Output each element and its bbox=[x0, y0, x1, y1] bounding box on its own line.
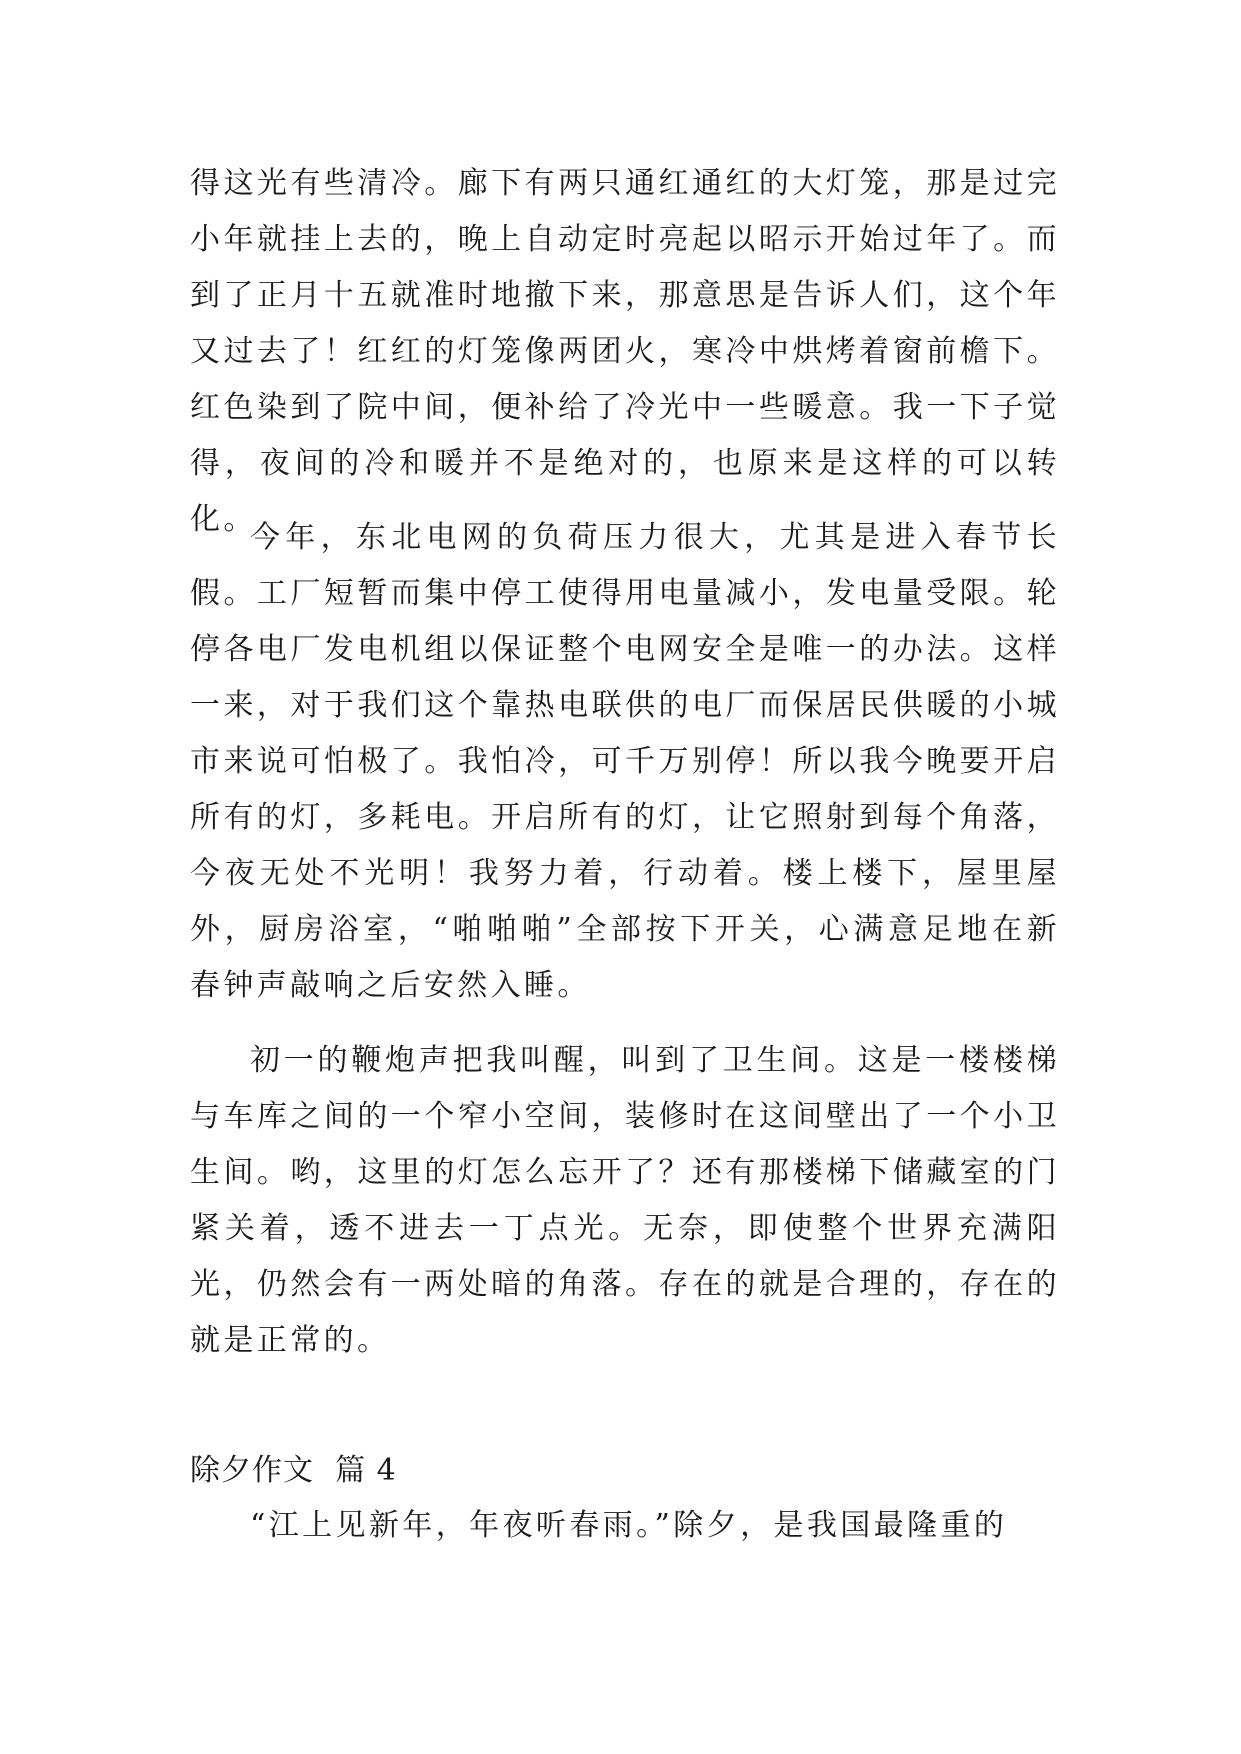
section-heading: 除夕作文 篇 4 bbox=[190, 1453, 397, 1488]
paragraph-3: 初一的鞭炮声把我叫醒，叫到了卫生间。这是一楼楼梯与车库之间的一个窄小空间，装修时在这间壁出了一个小卫生间。哟，这里的灯怎么忘开了？还有那楼梯下储藏室的门紧关着，透不进去一丁点光。无奈，即使整个世界充满阳光，仍然会有一两处暗的角落。存在的就是合理的，存在的就是正常的。 bbox=[190, 1043, 1060, 1358]
paragraph-1: 得这光有些清冷。廊下有两只通红通红的大灯笼，那是过完小年就挂上去的，晚上自动定时亮起以昭示开始过年了。而到了正月十五就准时地撤下来，那意思是告诉人们，这个年又过去了！红红的灯笼像两团火，寒冷中烘烤着窗前檐下。红色染到了院中间，便补给了冷光中一些暖意。我一下子觉得，夜间的冷和暖并不是绝对的，也原来是这样的可以转化。 bbox=[190, 166, 1060, 537]
section-paragraph: “江上见新年，年夜听春雨。”除夕，是我国最隆重的 bbox=[250, 1508, 1008, 1543]
paragraph-2: 今年，东北电网的负荷压力很大，尤其是进入春节长假。工厂短暂而集中停工使得用电量减小，发电量受限。轮停各电厂发电机组以保证整个电网安全是唯一的办法。这样一来，对于我们这个靠热电联供的电厂而保居民供暖的小城市来说可怕极了。我怕冷，可千万别停！所以我今晚要开启所有的灯，多耗电。开启所有的灯，让它照射到每个角落，今夜无处不光明！我努力着，行动着。楼上楼下，屋里屋外，厨房浴室，“啪啪啪”全部按下开关，心满意足地在新春钟声敲响之后安然入睡。 bbox=[190, 520, 1060, 1003]
